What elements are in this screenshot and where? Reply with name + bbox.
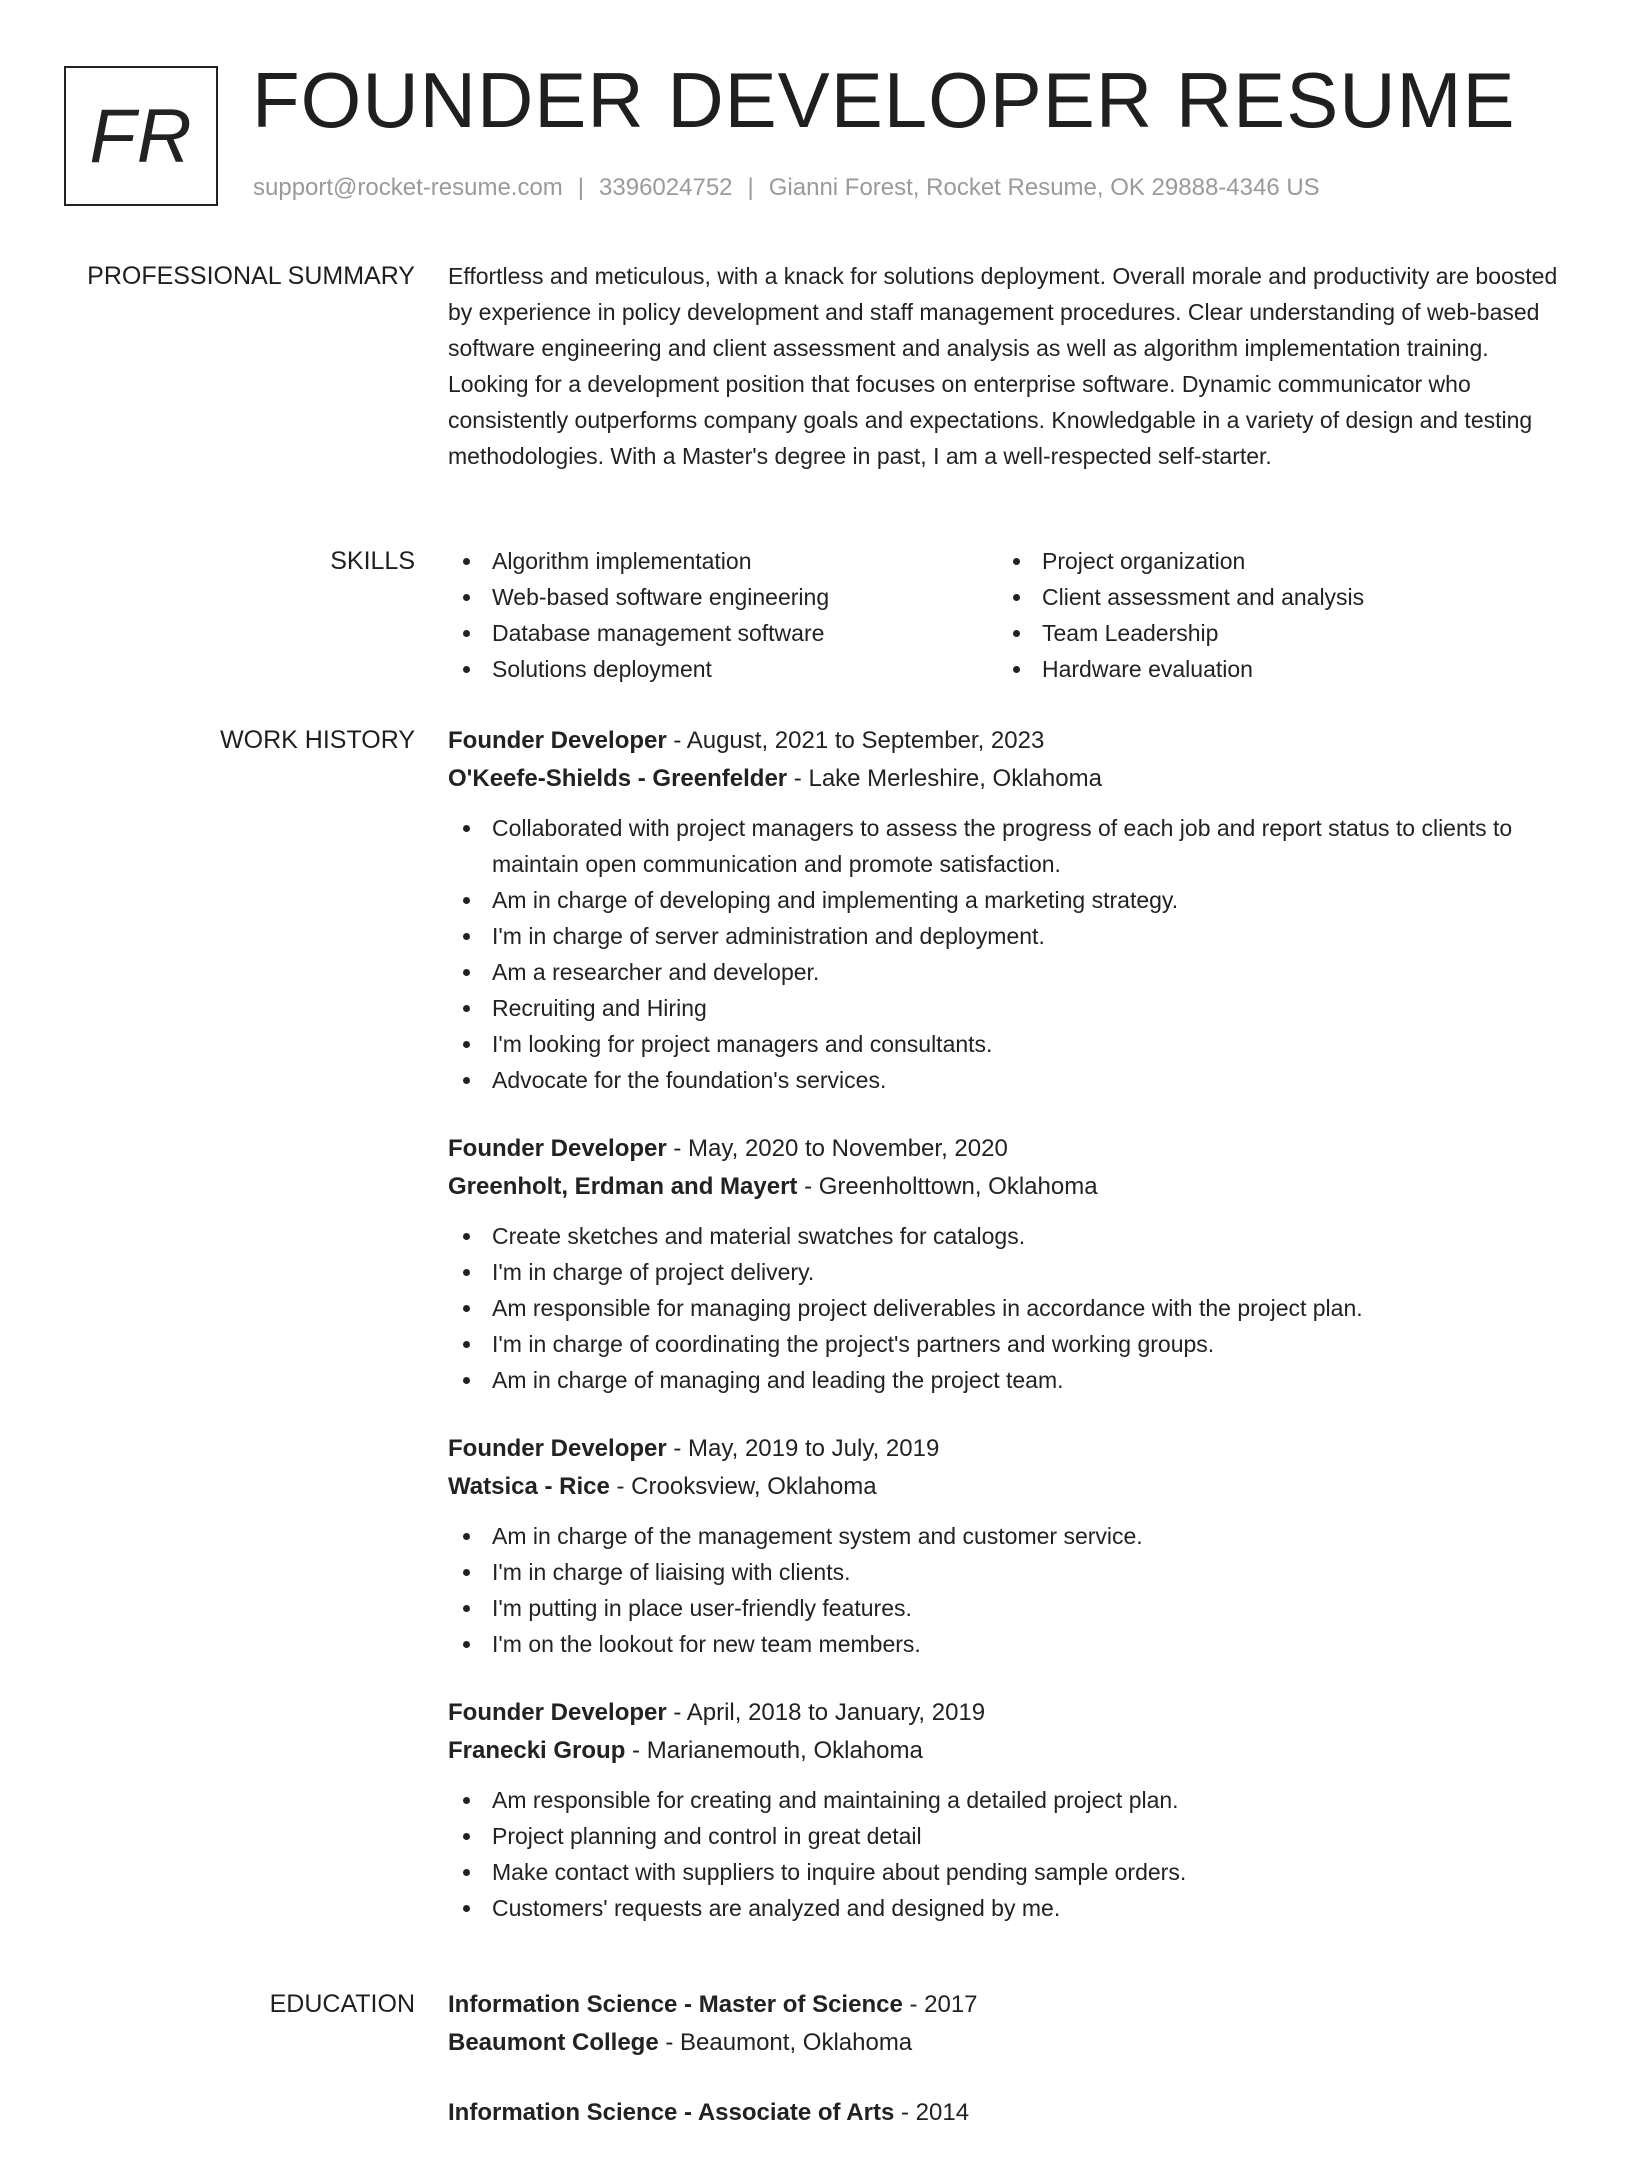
job-bullet: I'm in charge of project delivery.	[448, 1254, 1568, 1290]
contact-email: support@rocket-resume.com	[253, 174, 563, 201]
skill-item: Database management software	[448, 615, 998, 651]
job-bullet: Project planning and control in great detail	[448, 1818, 1568, 1854]
education-year: - 2014	[894, 2099, 970, 2126]
job-bullets	[448, 1518, 1568, 1662]
job-entry	[448, 1694, 1568, 1926]
job-title: Founder Developer	[448, 1435, 667, 1462]
skills-label: SKILLS	[330, 547, 415, 575]
summary-text: Effortless and meticulous, with a knack for solutions deployment. Overall morale and productivity are boosted by experience in policy development and staff management procedures. Clear understanding of web-based software engineering and client assessment and analysis as well as algorithm implementation training. Looking for a development position that focuses on enterprise software. Dynamic communicator who consistently outperforms company goals and expectations. Knowledgable in a variety of design and testing methodologies. With a Master's degree in past, I am a well-respected self-starter.	[448, 263, 1558, 469]
education-degree: Information Science - Master of Science	[448, 1991, 903, 2018]
job-bullets	[448, 810, 1568, 1098]
education-label: EDUCATION	[269, 1990, 415, 2018]
education-school: Beaumont College	[448, 2029, 659, 2056]
contact-line	[253, 174, 1320, 202]
job-company-line	[448, 1468, 1568, 1506]
job-bullet: Make contact with suppliers to inquire about pending sample orders.	[448, 1854, 1568, 1890]
job-title-line	[448, 722, 1568, 760]
job-bullets	[448, 1218, 1568, 1398]
monogram-box	[64, 66, 218, 206]
job-bullet: Am a researcher and developer.	[448, 954, 1568, 990]
skill-item: Web-based software engineering	[448, 579, 998, 615]
education-degree-line	[448, 2094, 1568, 2132]
summary-label: PROFESSIONAL SUMMARY	[87, 262, 415, 290]
job-company: Greenholt, Erdman and Mayert	[448, 1173, 798, 1200]
monogram-text: FR	[89, 93, 193, 179]
job-company: Franecki Group	[448, 1737, 626, 1764]
skill-item: Solutions deployment	[448, 651, 998, 687]
job-company-line	[448, 1168, 1568, 1206]
job-location: - Greenholttown, Oklahoma	[797, 1173, 1098, 1200]
contact-address: Gianni Forest, Rocket Resume, OK 29888-4346 US	[768, 174, 1320, 201]
skill-item: Algorithm implementation	[448, 543, 998, 579]
job-bullet: Customers' requests are analyzed and designed by me.	[448, 1890, 1568, 1926]
job-dates: - August, 2021 to September, 2023	[666, 727, 1045, 754]
education-year: - 2017	[902, 1991, 978, 2018]
work-history-label: WORK HISTORY	[220, 726, 415, 754]
education-location: - Beaumont, Oklahoma	[658, 2029, 913, 2056]
job-title-line	[448, 1130, 1568, 1168]
education-school-line	[448, 2024, 1568, 2062]
job-bullet: I'm on the lookout for new team members.	[448, 1626, 1568, 1662]
contact-phone: 3396024752	[599, 174, 733, 201]
job-company: O'Keefe-Shields - Greenfelder	[448, 765, 788, 792]
job-bullet: I'm looking for project managers and consultants.	[448, 1026, 1568, 1062]
job-dates: - May, 2019 to July, 2019	[666, 1435, 940, 1462]
job-dates: - April, 2018 to January, 2019	[666, 1699, 986, 1726]
education-degree-line	[448, 1986, 1568, 2024]
job-title-line	[448, 1694, 1568, 1732]
job-location: - Lake Merleshire, Oklahoma	[787, 765, 1102, 792]
job-location: - Crooksview, Oklahoma	[609, 1473, 877, 1500]
job-company: Watsica - Rice	[448, 1473, 610, 1500]
skill-item: Client assessment and analysis	[998, 579, 1548, 615]
education-degree: Information Science - Associate of Arts	[448, 2099, 895, 2126]
job-company-line	[448, 1732, 1568, 1770]
job-bullet: Collaborated with project managers to assess the progress of each job and report status to clients to maintain open communication and promote satisfaction.	[448, 810, 1568, 882]
job-bullet: Create sketches and material swatches for catalogs.	[448, 1218, 1568, 1254]
job-entry	[448, 722, 1568, 1098]
job-title: Founder Developer	[448, 1699, 667, 1726]
skills-list-right	[998, 543, 1548, 687]
skill-item: Project organization	[998, 543, 1548, 579]
job-entry	[448, 1430, 1568, 1662]
job-bullet: Recruiting and Hiring	[448, 990, 1568, 1026]
resume-title: FOUNDER DEVELOPER RESUME	[252, 56, 1516, 144]
job-bullet: I'm putting in place user-friendly features.	[448, 1590, 1568, 1626]
job-bullet: Advocate for the foundation's services.	[448, 1062, 1568, 1098]
job-bullet: I'm in charge of coordinating the project's partners and working groups.	[448, 1326, 1568, 1362]
job-dates: - May, 2020 to November, 2020	[666, 1135, 1008, 1162]
contact-separator: |	[577, 174, 585, 201]
skills-list-left	[448, 543, 998, 687]
job-bullet: Am in charge of developing and implementing a marketing strategy.	[448, 882, 1568, 918]
job-bullet: Am in charge of managing and leading the project team.	[448, 1362, 1568, 1398]
job-bullet: Am responsible for managing project deliverables in accordance with the project plan.	[448, 1290, 1568, 1326]
job-bullets	[448, 1782, 1568, 1926]
skill-item: Team Leadership	[998, 615, 1548, 651]
job-title: Founder Developer	[448, 1135, 667, 1162]
job-bullet: I'm in charge of liaising with clients.	[448, 1554, 1568, 1590]
job-company-line	[448, 760, 1568, 798]
education-entry	[448, 1986, 1568, 2062]
job-title-line	[448, 1430, 1568, 1468]
contact-separator: |	[747, 174, 754, 201]
job-entry	[448, 1130, 1568, 1398]
job-location: - Marianemouth, Oklahoma	[625, 1737, 923, 1764]
job-bullet: I'm in charge of server administration and deployment.	[448, 918, 1568, 954]
job-title: Founder Developer	[448, 727, 667, 754]
skill-item: Hardware evaluation	[998, 651, 1548, 687]
job-bullet: Am in charge of the management system and customer service.	[448, 1518, 1568, 1554]
job-bullet: Am responsible for creating and maintaining a detailed project plan.	[448, 1782, 1568, 1818]
education-entry	[448, 2094, 1568, 2132]
